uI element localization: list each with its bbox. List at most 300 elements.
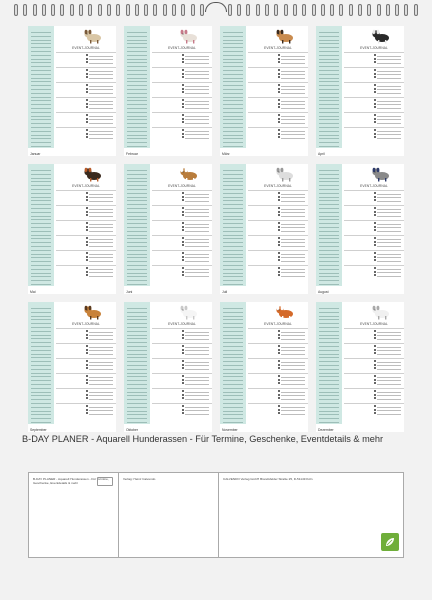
checkbox[interactable] <box>182 367 184 369</box>
checkbox[interactable] <box>182 405 184 407</box>
checkbox[interactable] <box>182 379 184 381</box>
checkbox[interactable] <box>278 91 280 93</box>
checkbox[interactable] <box>278 118 280 120</box>
checkbox[interactable] <box>86 84 88 86</box>
checkbox[interactable] <box>182 114 184 116</box>
checkbox[interactable] <box>182 226 184 228</box>
checkbox[interactable] <box>86 267 88 269</box>
checkbox[interactable] <box>86 259 88 261</box>
checkbox[interactable] <box>374 69 376 71</box>
checkbox[interactable] <box>86 375 88 377</box>
checkbox[interactable] <box>182 192 184 194</box>
checkbox[interactable] <box>374 106 376 108</box>
checkbox[interactable] <box>374 345 376 347</box>
checkbox[interactable] <box>278 394 280 396</box>
checkbox[interactable] <box>374 360 376 362</box>
checkbox[interactable] <box>278 244 280 246</box>
checkbox[interactable] <box>86 271 88 273</box>
checkbox[interactable] <box>86 133 88 135</box>
checkbox[interactable] <box>86 405 88 407</box>
day-line <box>223 138 243 139</box>
checkbox[interactable] <box>374 61 376 63</box>
checkbox[interactable] <box>86 237 88 239</box>
checkbox[interactable] <box>86 121 88 123</box>
checkbox[interactable] <box>86 73 88 75</box>
checkbox[interactable] <box>86 334 88 336</box>
checkbox[interactable] <box>182 196 184 198</box>
checkbox[interactable] <box>182 330 184 332</box>
day-line <box>319 100 339 101</box>
checkbox[interactable] <box>374 241 376 243</box>
checkbox[interactable] <box>374 214 376 216</box>
checkbox[interactable] <box>278 252 280 254</box>
checkbox[interactable] <box>374 229 376 231</box>
day-line <box>31 346 51 347</box>
checkbox[interactable] <box>86 192 88 194</box>
checkbox[interactable] <box>182 390 184 392</box>
checkbox-line <box>281 134 305 135</box>
checkbox[interactable] <box>86 256 88 258</box>
checkbox-line <box>89 71 113 72</box>
checkbox[interactable] <box>278 349 280 351</box>
day-line <box>31 350 51 351</box>
checkbox[interactable] <box>278 375 280 377</box>
checkbox[interactable] <box>182 214 184 216</box>
checkbox[interactable] <box>278 352 280 354</box>
checkbox[interactable] <box>278 192 280 194</box>
dog-whippet-icon <box>176 28 202 44</box>
checkbox[interactable] <box>278 214 280 216</box>
checkbox[interactable] <box>182 256 184 258</box>
checkbox[interactable] <box>278 133 280 135</box>
checkbox[interactable] <box>182 364 184 366</box>
checkbox[interactable] <box>182 222 184 224</box>
checkbox[interactable] <box>182 375 184 377</box>
checkbox[interactable] <box>278 199 280 201</box>
checkbox[interactable] <box>278 345 280 347</box>
checkbox[interactable] <box>374 256 376 258</box>
checkbox[interactable] <box>278 337 280 339</box>
checkbox[interactable] <box>374 192 376 194</box>
day-line <box>319 265 339 266</box>
checkbox[interactable] <box>182 121 184 123</box>
checkbox[interactable] <box>86 252 88 254</box>
checkbox[interactable] <box>182 99 184 101</box>
checkbox[interactable] <box>182 244 184 246</box>
checkbox[interactable] <box>86 103 88 105</box>
checkbox[interactable] <box>182 84 184 86</box>
checkbox[interactable] <box>278 114 280 116</box>
checkbox[interactable] <box>182 118 184 120</box>
event-rule <box>344 205 404 206</box>
checkbox[interactable] <box>86 129 88 131</box>
day-line <box>223 261 243 262</box>
checkbox[interactable] <box>374 397 376 399</box>
day-line <box>31 142 51 143</box>
checkbox[interactable] <box>86 106 88 108</box>
day-line <box>319 273 339 274</box>
checkbox[interactable] <box>182 69 184 71</box>
checkbox[interactable] <box>86 409 88 411</box>
checkbox[interactable] <box>278 256 280 258</box>
checkbox[interactable] <box>374 405 376 407</box>
checkbox[interactable] <box>86 352 88 354</box>
checkbox-line <box>281 272 305 273</box>
checkbox[interactable] <box>86 226 88 228</box>
day-line <box>223 376 243 377</box>
checkbox[interactable] <box>182 274 184 276</box>
day-line <box>319 219 339 220</box>
checkbox[interactable] <box>182 129 184 131</box>
checkbox[interactable] <box>182 58 184 60</box>
checkbox[interactable] <box>86 364 88 366</box>
day-strip <box>124 302 150 424</box>
checkbox[interactable] <box>182 73 184 75</box>
day-line <box>31 399 51 400</box>
checkbox[interactable] <box>86 412 88 414</box>
checkbox[interactable] <box>374 196 376 198</box>
checkbox[interactable] <box>182 352 184 354</box>
day-line <box>319 357 339 358</box>
checkbox-line <box>281 93 305 94</box>
binding-ring <box>256 4 260 16</box>
checkbox[interactable] <box>182 349 184 351</box>
checkbox[interactable] <box>182 412 184 414</box>
checkbox[interactable] <box>86 349 88 351</box>
event-rule <box>344 220 404 221</box>
checkbox[interactable] <box>86 196 88 198</box>
checkbox-line <box>377 119 401 120</box>
checkbox-line <box>89 365 113 366</box>
checkbox-line <box>377 201 401 202</box>
checkbox[interactable] <box>374 121 376 123</box>
event-rule <box>152 112 212 113</box>
checkbox[interactable] <box>374 136 376 138</box>
checkbox[interactable] <box>86 211 88 213</box>
checkbox[interactable] <box>182 229 184 231</box>
checkbox[interactable] <box>278 211 280 213</box>
checkbox[interactable] <box>182 88 184 90</box>
checkbox[interactable] <box>278 237 280 239</box>
checkbox[interactable] <box>374 226 376 228</box>
checkbox[interactable] <box>374 99 376 101</box>
day-line <box>223 32 243 33</box>
day-line <box>127 422 147 423</box>
day-line <box>31 119 51 120</box>
day-line <box>31 280 51 281</box>
checkbox[interactable] <box>86 367 88 369</box>
checkbox-line <box>89 104 113 105</box>
checkbox-line <box>89 212 113 213</box>
checkbox[interactable] <box>278 330 280 332</box>
checkbox[interactable] <box>182 211 184 213</box>
day-line <box>31 388 51 389</box>
checkbox[interactable] <box>278 367 280 369</box>
checkbox-line <box>185 335 209 336</box>
checkbox[interactable] <box>374 267 376 269</box>
checkbox[interactable] <box>374 103 376 105</box>
checkbox-line <box>185 242 209 243</box>
checkbox[interactable] <box>182 237 184 239</box>
checkbox[interactable] <box>86 244 88 246</box>
checkbox[interactable] <box>374 54 376 56</box>
checkbox[interactable] <box>86 390 88 392</box>
checkbox[interactable] <box>182 337 184 339</box>
checkbox[interactable] <box>374 337 376 339</box>
checkbox[interactable] <box>374 330 376 332</box>
day-line <box>127 373 147 374</box>
checkbox[interactable] <box>374 252 376 254</box>
checkbox[interactable] <box>374 394 376 396</box>
checkbox[interactable] <box>182 271 184 273</box>
checkbox[interactable] <box>374 58 376 60</box>
dog-shih-tzu-icon <box>80 28 106 44</box>
day-line <box>319 403 339 404</box>
checkbox[interactable] <box>374 76 376 78</box>
checkbox-line <box>89 350 113 351</box>
checkbox[interactable] <box>86 337 88 339</box>
day-line <box>31 335 51 336</box>
checkbox[interactable] <box>182 199 184 201</box>
checkbox[interactable] <box>182 91 184 93</box>
checkbox[interactable] <box>86 136 88 138</box>
checkbox[interactable] <box>374 133 376 135</box>
checkbox[interactable] <box>278 88 280 90</box>
checkbox[interactable] <box>374 412 376 414</box>
day-line <box>127 395 147 396</box>
day-line <box>319 204 339 205</box>
checkbox[interactable] <box>278 58 280 60</box>
event-rule <box>344 265 404 266</box>
checkbox[interactable] <box>374 118 376 120</box>
checkbox[interactable] <box>374 237 376 239</box>
planner-heading: EVENT-JOURNAL <box>168 46 196 50</box>
day-line <box>319 399 339 400</box>
checkbox[interactable] <box>278 84 280 86</box>
month-panel <box>316 26 404 156</box>
checkbox[interactable] <box>86 69 88 71</box>
checkbox-line <box>89 380 113 381</box>
checkbox[interactable] <box>86 54 88 56</box>
checkbox[interactable] <box>86 274 88 276</box>
dog-dachshund-icon <box>80 166 106 182</box>
checkbox[interactable] <box>278 334 280 336</box>
checkbox-line <box>185 377 209 378</box>
checkbox[interactable] <box>374 375 376 377</box>
checkbox[interactable] <box>374 244 376 246</box>
checkbox[interactable] <box>182 394 184 396</box>
checkbox[interactable] <box>374 222 376 224</box>
checkbox-line <box>89 395 113 396</box>
checkbox[interactable] <box>86 99 88 101</box>
checkbox-line <box>377 261 401 262</box>
checkbox[interactable] <box>278 382 280 384</box>
checkbox[interactable] <box>278 405 280 407</box>
checkbox[interactable] <box>278 397 280 399</box>
day-line <box>127 284 147 285</box>
checkbox[interactable] <box>86 379 88 381</box>
checkbox[interactable] <box>182 207 184 209</box>
checkbox[interactable] <box>374 390 376 392</box>
checkbox-line <box>185 239 209 240</box>
day-line <box>127 204 147 205</box>
checkbox[interactable] <box>278 379 280 381</box>
checkbox[interactable] <box>86 397 88 399</box>
checkbox[interactable] <box>374 199 376 201</box>
checkbox[interactable] <box>86 394 88 396</box>
checkbox[interactable] <box>374 84 376 86</box>
checkbox-line <box>89 332 113 333</box>
checkbox[interactable] <box>278 136 280 138</box>
day-line <box>127 185 147 186</box>
checkbox[interactable] <box>182 133 184 135</box>
checkbox[interactable] <box>278 226 280 228</box>
checkbox[interactable] <box>86 76 88 78</box>
checkbox-line <box>281 407 305 408</box>
checkbox[interactable] <box>86 61 88 63</box>
checkbox[interactable] <box>278 76 280 78</box>
day-line <box>223 197 243 198</box>
checkbox[interactable] <box>86 229 88 231</box>
day-line <box>319 189 339 190</box>
day-line <box>127 55 147 56</box>
checkbox-line <box>185 410 209 411</box>
checkbox[interactable] <box>374 91 376 93</box>
checkbox[interactable] <box>86 58 88 60</box>
checkbox[interactable] <box>374 352 376 354</box>
day-line <box>31 116 51 117</box>
checkbox-line <box>377 354 401 355</box>
binding-ring <box>293 4 297 16</box>
checkbox[interactable] <box>278 364 280 366</box>
checkbox[interactable] <box>278 73 280 75</box>
day-line <box>127 246 147 247</box>
checkbox[interactable] <box>86 382 88 384</box>
day-line <box>31 66 51 67</box>
checkbox[interactable] <box>182 397 184 399</box>
day-line <box>223 407 243 408</box>
checkbox[interactable] <box>86 330 88 332</box>
checkbox[interactable] <box>278 360 280 362</box>
checkbox-line <box>185 194 209 195</box>
checkbox[interactable] <box>86 222 88 224</box>
binding-ring <box>135 4 139 16</box>
checkbox[interactable] <box>374 88 376 90</box>
checkbox[interactable] <box>86 207 88 209</box>
day-line <box>319 81 339 82</box>
checkbox[interactable] <box>278 241 280 243</box>
checkbox[interactable] <box>86 114 88 116</box>
checkbox[interactable] <box>374 271 376 273</box>
checkbox[interactable] <box>374 367 376 369</box>
checkbox[interactable] <box>374 379 376 381</box>
checkbox[interactable] <box>278 61 280 63</box>
checkbox[interactable] <box>86 360 88 362</box>
checkbox[interactable] <box>86 241 88 243</box>
planner-heading: EVENT-JOURNAL <box>72 46 100 50</box>
checkbox-line <box>281 108 305 109</box>
checkbox[interactable] <box>374 73 376 75</box>
checkbox-line <box>281 194 305 195</box>
checkbox[interactable] <box>182 241 184 243</box>
checkbox-line <box>281 138 305 139</box>
checkbox[interactable] <box>374 364 376 366</box>
checkbox[interactable] <box>86 214 88 216</box>
checkbox[interactable] <box>278 103 280 105</box>
checkbox[interactable] <box>278 99 280 101</box>
checkbox[interactable] <box>182 61 184 63</box>
checkbox[interactable] <box>278 54 280 56</box>
checkbox[interactable] <box>278 412 280 414</box>
checkbox[interactable] <box>182 103 184 105</box>
checkbox[interactable] <box>374 334 376 336</box>
checkbox[interactable] <box>182 334 184 336</box>
checkbox[interactable] <box>182 345 184 347</box>
checkbox[interactable] <box>182 267 184 269</box>
checkbox[interactable] <box>374 207 376 209</box>
checkbox[interactable] <box>182 259 184 261</box>
day-line <box>319 312 339 313</box>
day-line <box>223 116 243 117</box>
checkbox[interactable] <box>278 409 280 411</box>
month-name: Juni <box>126 290 133 294</box>
checkbox[interactable] <box>278 129 280 131</box>
checkbox[interactable] <box>86 88 88 90</box>
checkbox[interactable] <box>278 274 280 276</box>
dog-schnauzer-icon <box>368 166 394 182</box>
day-line <box>223 257 243 258</box>
checkbox[interactable] <box>182 106 184 108</box>
checkbox[interactable] <box>374 382 376 384</box>
checkbox[interactable] <box>278 271 280 273</box>
checkbox[interactable] <box>86 199 88 201</box>
checkbox[interactable] <box>374 129 376 131</box>
checkbox[interactable] <box>374 259 376 261</box>
checkbox[interactable] <box>182 136 184 138</box>
info-column-3 <box>219 473 405 557</box>
checkbox[interactable] <box>86 118 88 120</box>
checkbox[interactable] <box>86 345 88 347</box>
checkbox[interactable] <box>278 222 280 224</box>
checkbox[interactable] <box>374 114 376 116</box>
checkbox[interactable] <box>374 274 376 276</box>
checkbox[interactable] <box>278 229 280 231</box>
checkbox[interactable] <box>374 409 376 411</box>
checkbox[interactable] <box>182 76 184 78</box>
binding-ring <box>237 4 241 16</box>
checkbox[interactable] <box>182 360 184 362</box>
day-line <box>127 388 147 389</box>
checkbox[interactable] <box>278 196 280 198</box>
checkbox[interactable] <box>278 390 280 392</box>
checkbox[interactable] <box>278 69 280 71</box>
checkbox[interactable] <box>182 54 184 56</box>
day-line <box>31 212 51 213</box>
event-rule <box>152 205 212 206</box>
planner-heading: EVENT-JOURNAL <box>264 184 292 188</box>
checkbox[interactable] <box>278 207 280 209</box>
checkbox[interactable] <box>86 91 88 93</box>
checkbox[interactable] <box>278 259 280 261</box>
checkbox[interactable] <box>374 349 376 351</box>
checkbox[interactable] <box>278 106 280 108</box>
checkbox[interactable] <box>182 382 184 384</box>
checkbox[interactable] <box>182 409 184 411</box>
checkbox[interactable] <box>374 211 376 213</box>
checkbox[interactable] <box>182 252 184 254</box>
checkbox[interactable] <box>278 267 280 269</box>
checkbox[interactable] <box>278 121 280 123</box>
